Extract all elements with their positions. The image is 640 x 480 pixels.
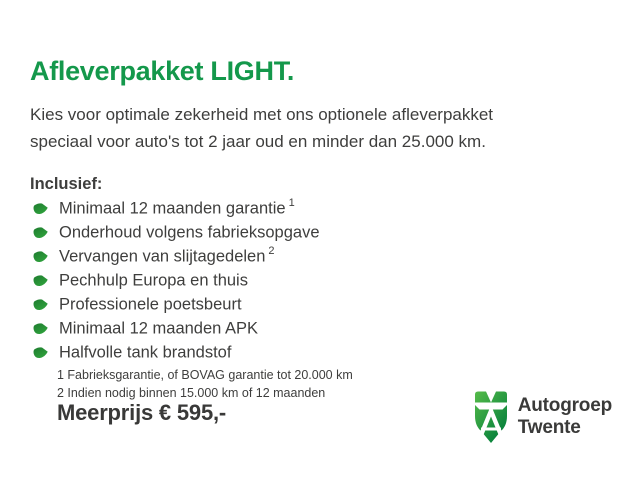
- list-item-label: Minimaal 12 maanden garantie: [59, 199, 286, 218]
- list-item-text: [59, 342, 234, 363]
- leaf-bullet-icon: [32, 202, 49, 215]
- price-text: Meerprijs € 595,-: [57, 400, 227, 425]
- logo-line-1: Autogroep: [517, 395, 612, 416]
- logo-wordmark: [518, 395, 612, 439]
- footnote-ref: 1: [288, 196, 295, 209]
- autogroep-twente-logo: [473, 390, 612, 444]
- feature-list: [30, 196, 610, 364]
- list-item-text: [59, 246, 275, 267]
- footnote-1: 1 Fabrieksgarantie, of BOVAG garantie tot 20.000 km: [57, 368, 353, 382]
- list-item: [30, 316, 610, 340]
- list-item: [30, 220, 610, 244]
- intro-text: [30, 101, 610, 155]
- leaf-bullet-icon: [32, 226, 49, 239]
- footnote-2: 2 Indien nodig binnen 15.000 km of 12 maanden: [57, 386, 326, 400]
- bottom-row: [30, 395, 612, 444]
- list-item: [30, 244, 610, 268]
- intro-line-2: speciaal voor auto's tot 2 jaar oud en minder dan 25.000 km.: [30, 132, 486, 151]
- list-item-label: Minimaal 12 maanden APK: [59, 319, 259, 338]
- footnote-ref: 2: [268, 244, 275, 257]
- list-item-label: Pechhulp Europa en thuis: [59, 271, 248, 290]
- list-item: [30, 292, 610, 316]
- list-item-text: [59, 198, 295, 219]
- list-item: [30, 268, 610, 292]
- leaf-bullet-icon: [32, 322, 49, 335]
- logo-line-2: Twente: [517, 417, 581, 438]
- list-item: [30, 340, 610, 364]
- page-title: Afleverpakket LIGHT.: [30, 56, 295, 86]
- list-item-text: [59, 222, 323, 243]
- list-item-text: [59, 270, 251, 291]
- list-item-text: [59, 318, 261, 339]
- leaf-bullet-icon: [32, 346, 49, 359]
- list-heading: Inclusief:: [30, 175, 103, 193]
- list-item-label: Vervangen van slijtagedelen: [59, 247, 266, 266]
- list-item-label: Professionele poetsbeurt: [59, 295, 242, 314]
- logo-shield-icon: [473, 390, 509, 444]
- list-item-text: [59, 294, 245, 315]
- leaf-bullet-icon: [32, 274, 49, 287]
- list-item-label: Halfvolle tank brandstof: [59, 343, 232, 362]
- leaf-bullet-icon: [32, 250, 49, 263]
- list-item-label: Onderhoud volgens fabrieksopgave: [59, 223, 320, 242]
- leaf-bullet-icon: [32, 298, 49, 311]
- intro-line-1: Kies voor optimale zekerheid met ons optionele afleverpakket: [30, 105, 494, 124]
- list-item: [30, 196, 610, 220]
